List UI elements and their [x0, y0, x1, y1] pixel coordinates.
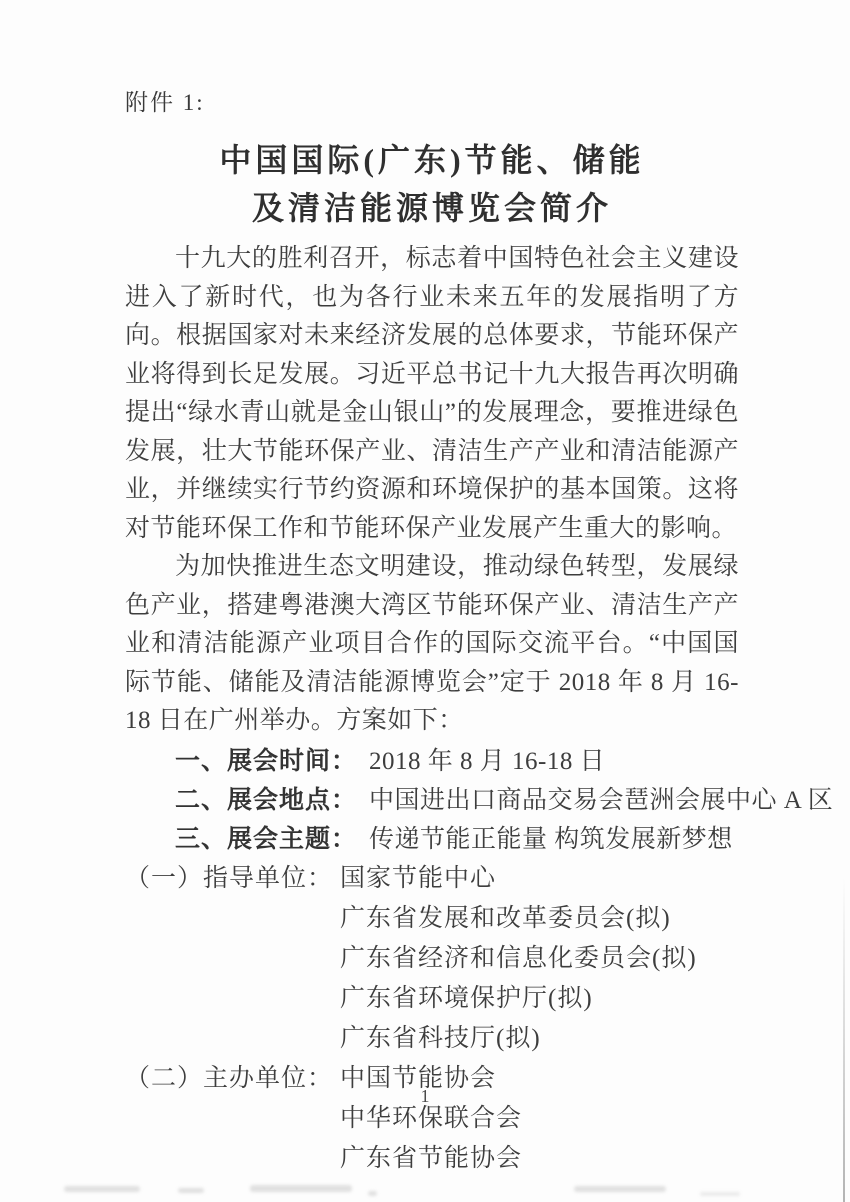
- attachment-label: 附件 1:: [125, 90, 205, 115]
- item-exhibition-theme-label: 三、展会主题：: [175, 825, 358, 853]
- guiding-unit-5: 广东省科技厅(拟): [340, 1024, 541, 1052]
- document-title-line-1: 中国国际(广东)节能、储能: [219, 142, 645, 178]
- section-host-units: [125, 1059, 739, 1179]
- item-exhibition-theme: [125, 820, 739, 859]
- guiding-units-list: [340, 859, 739, 1059]
- item-exhibition-theme-value: 传递节能正能量 构筑发展新梦想: [369, 825, 733, 853]
- item-exhibition-time-value: 2018 年 8 月 16-18 日: [369, 747, 606, 775]
- document-title: [125, 136, 739, 232]
- item-exhibition-venue-label: 二、展会地点：: [175, 786, 358, 814]
- guiding-unit-3: 广东省经济和信息化委员会(拟): [340, 944, 697, 972]
- paragraph-1: 十九大的胜利召开，标志着中国特色社会主义建设进入了新时代，也为各行业未来五年的发展指明了方向。根据国家对未来经济发展的总体要求，节能环保产业将得到长足发展。习近平总书记十九大报告再次明确提出“绿水青山就是金山银山”的发展理念，要推进绿色发展，壮大节能环保产业、清洁生产产业和清洁能源产业，并继续实行节约资源和环境保护的基本国策。这将对节能环保工作和节能环保产业发展产生重大的影响。: [125, 245, 739, 542]
- guiding-unit-4: 广东省环境保护厅(拟): [340, 984, 593, 1012]
- scan-smudge: [178, 1188, 204, 1193]
- section-guiding-units: [125, 859, 739, 1059]
- numbered-items: [125, 742, 834, 859]
- guiding-unit-2: 广东省发展和改革委员会(拟): [340, 904, 671, 932]
- host-unit-1: 中国节能协会: [340, 1064, 497, 1092]
- paragraph-2: 为加快推进生态文明建设，推动绿色转型，发展绿色产业，搭建粤港澳大湾区节能环保产业、清洁生产产业和清洁能源产业项目合作的国际交流平台。“中国国际节能、储能及清洁能源博览会”定于 2018 年 8 月 16-18 日在广州举办。方案如下：: [125, 553, 739, 734]
- scan-smudge: [700, 1192, 740, 1196]
- scan-edge-line: [843, 878, 845, 1202]
- scan-smudge: [574, 1186, 666, 1192]
- item-exhibition-time-label: 一、展会时间：: [175, 747, 358, 775]
- section-host-units-label: （二）主办单位：: [125, 1064, 334, 1092]
- section-guiding-units-label: （一）指导单位：: [125, 864, 334, 892]
- scan-smudge: [64, 1186, 140, 1192]
- document-title-line-2: 及清洁能源博览会简介: [251, 190, 612, 226]
- document-body: [125, 240, 834, 1179]
- host-unit-2: 中华环保联合会: [340, 1104, 523, 1132]
- item-exhibition-venue: [125, 781, 834, 820]
- host-units-list: [340, 1059, 739, 1179]
- host-unit-3: 广东省节能协会: [340, 1144, 523, 1172]
- page-number: 1: [420, 1086, 430, 1106]
- guiding-unit-1: 国家节能中心: [340, 864, 497, 892]
- scan-smudge: [250, 1185, 352, 1192]
- scan-smudge: [368, 1191, 377, 1196]
- item-exhibition-time: [125, 742, 739, 781]
- item-exhibition-venue-value: 中国进出口商品交易会琶洲会展中心 A 区: [369, 786, 834, 814]
